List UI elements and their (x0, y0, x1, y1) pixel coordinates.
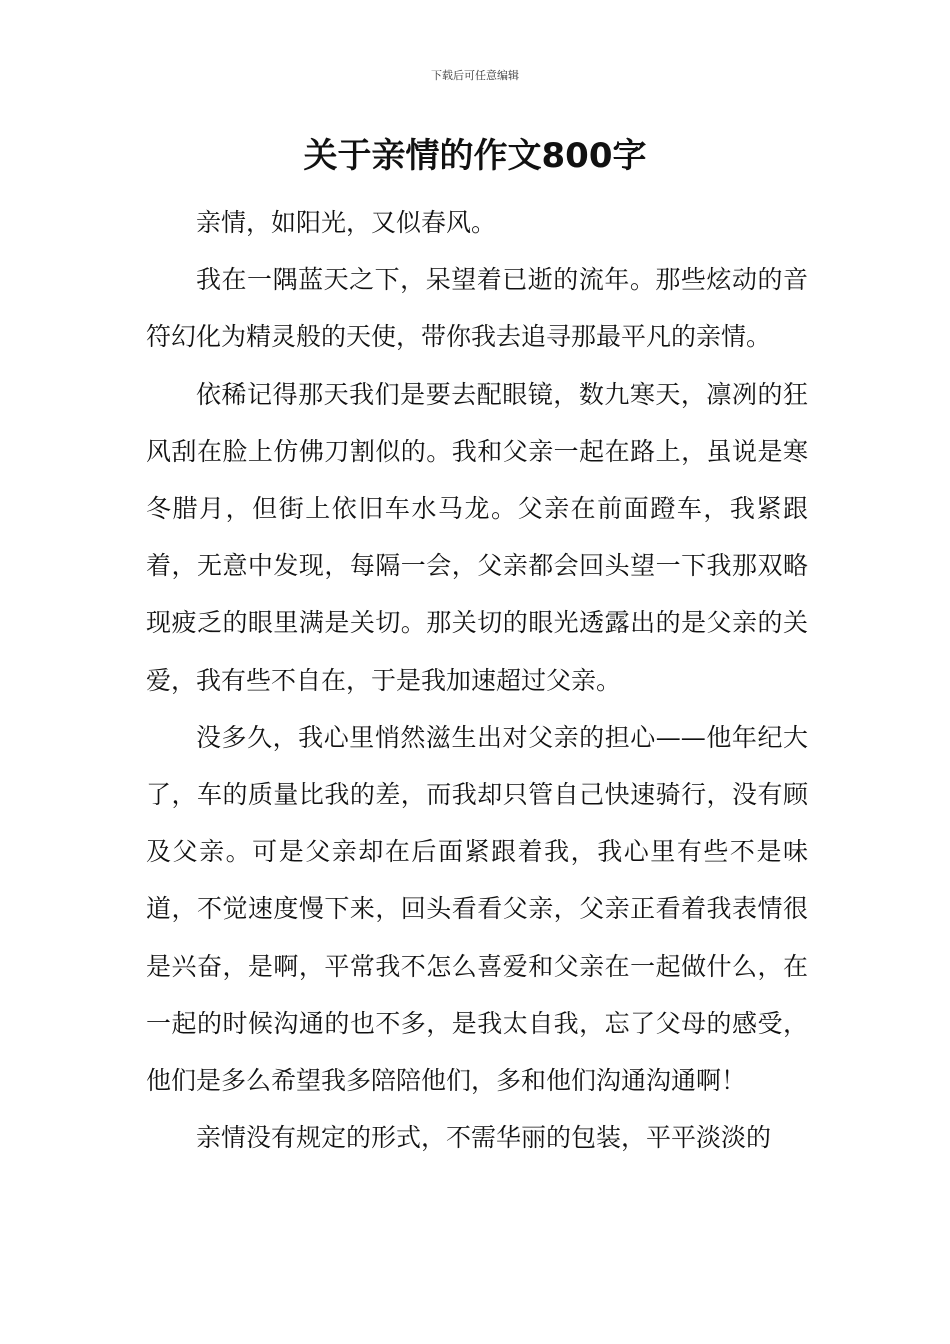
paragraph: 亲情没有规定的形式，不需华丽的包装，平平淡淡的 (196, 1123, 772, 1153)
document-body (146, 194, 808, 1166)
header-note: 下载后可任意编辑 (431, 69, 519, 82)
paragraph: 依稀记得那天我们是要去配眼镜，数九寒天，凛冽的狂风刮在脸上仿佛刀割似的。我和父亲一起在路上，虽说是寒冬腊月，但街上依旧车水马龙。父亲在前面蹬车，我紧跟着，无意中发现，每隔一会，父亲都会回头望一下我那双略现疲乏的眼里满是关切。那关切的眼光透露出的是父亲的关爱，我有些不自在，于是我加速超过父亲。 (146, 379, 808, 695)
document-title: 关于亲情的作文800字 (303, 136, 647, 176)
paragraph: 亲情，如阳光，又似春风。 (196, 208, 497, 237)
paragraph: 我在一隅蓝天之下，呆望着已逝的流年。那些炫动的音符幻化为精灵般的天使，带你我去追寻那最平凡的亲情。 (146, 265, 808, 352)
paragraph: 没多久，我心里悄然滋生出对父亲的担心——他年纪大了，车的质量比我的差，而我却只管自己快速骑行，没有顾及父亲。可是父亲却在后面紧跟着我，我心里有些不是味道，不觉速度慢下来，回头看看父亲，父亲正看着我表情很是兴奋，是啊，平常我不怎么喜爱和父亲在一起做什么，在一起的时候沟通的也不多，是我太自我，忘了父母的感受，他们是多么希望我多陪陪他们，多和他们沟通沟通啊！ (146, 722, 808, 1096)
